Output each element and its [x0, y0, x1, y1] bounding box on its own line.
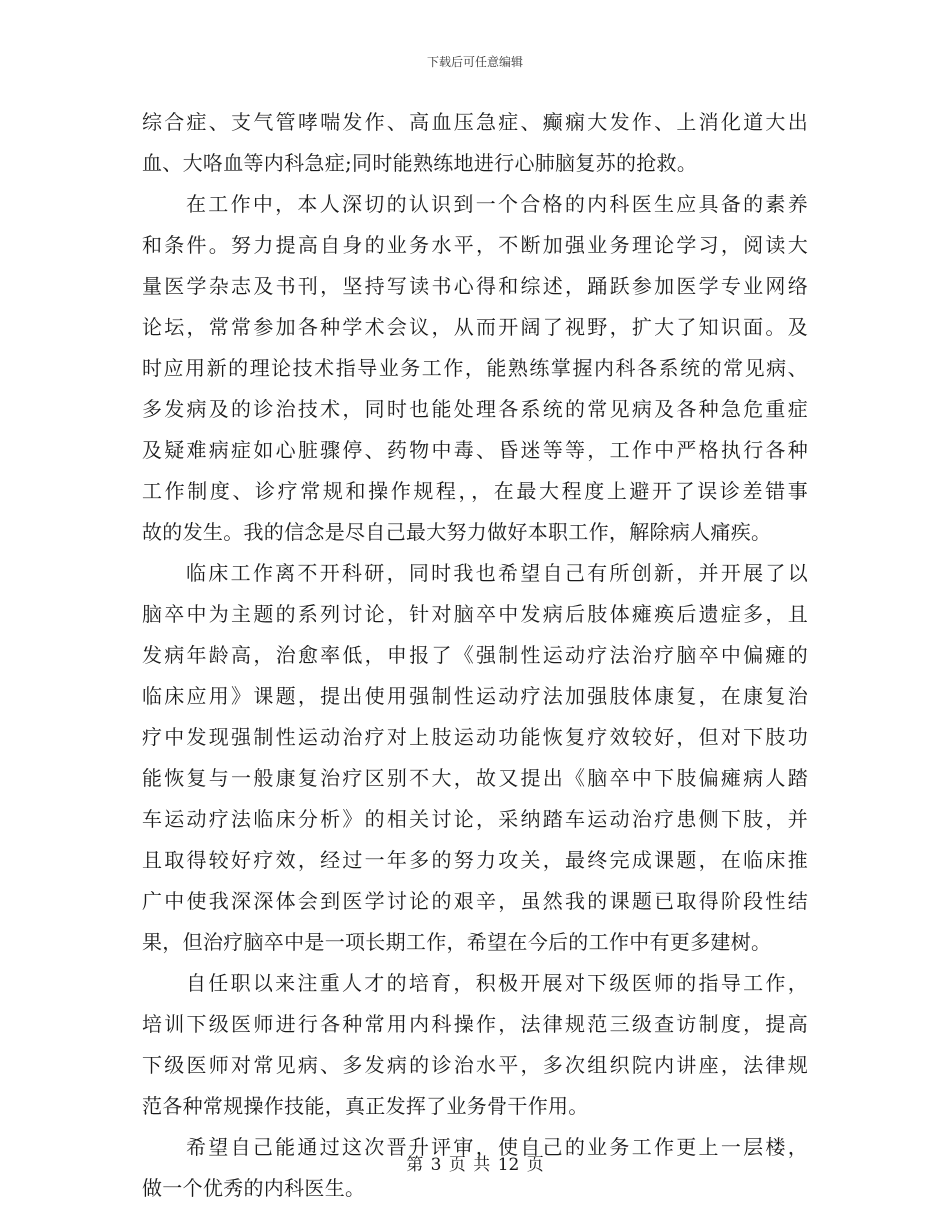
text-line: 脑卒中为主题的系列讨论，针对脑卒中发病后肢体瘫痪后遗症多，且	[142, 602, 808, 626]
text-line: 培训下级医师进行各种常用内科操作，法律规范三级查访制度，提高	[142, 1012, 808, 1036]
page-header: 下载后可任意编辑	[426, 55, 523, 69]
text-line: 且取得较好疗效，经过一年多的努力攻关，最终完成课题，在临床推	[142, 848, 808, 872]
text-line: 时应用新的理论技术指导业务工作，能熟练掌握内科各系统的常见病、	[142, 356, 808, 380]
text-line: 希望自己能通过这次晋升评审，使自己的业务工作更上一层楼，	[186, 1135, 808, 1159]
text-line: 范各种常规操作技能，真正发挥了业务骨干作用。	[142, 1094, 589, 1118]
text-line: 疗中发现强制性运动治疗对上肢运动功能恢复疗效较好，但对下肢功	[142, 725, 808, 749]
text-line: 和条件。努力提高自身的业务水平，不断加强业务理论学习，阅读大	[142, 233, 808, 257]
text-line: 发病年龄高，治愈率低，申报了《强制性运动疗法治疗脑卒中偏瘫的	[142, 643, 808, 667]
text-line: 临床工作离不开科研，同时我也希望自己有所创新，并开展了以	[186, 561, 808, 585]
text-line: 自任职以来注重人才的培育，积极开展对下级医师的指导工作，	[186, 971, 808, 995]
text-line: 车运动疗法临床分析》的相关讨论，采纳踏车运动治疗患侧下肢，并	[142, 807, 808, 831]
text-line: 血、大咯血等内科急症;同时能熟练地进行心肺脑复苏的抢救。	[142, 151, 698, 175]
text-line: 能恢复与一般康复治疗区别不大，故又提出《脑卒中下肢偏瘫病人踏	[142, 766, 808, 790]
text-line: 临床应用》课题，提出使用强制性运动疗法加强肢体康复，在康复治	[142, 684, 808, 708]
text-line: 故的发生。我的信念是尽自己最大努力做好本职工作，解除病人痛疾。	[142, 520, 772, 544]
text-line: 广中使我深深体会到医学讨论的艰辛，虽然我的课题已取得阶段性结	[142, 889, 808, 913]
text-line: 量医学杂志及书刊，坚持写读书心得和综述，踊跃参加医学专业网络	[142, 274, 808, 298]
text-line: 论坛，常常参加各种学术会议，从而开阔了视野，扩大了知识面。及	[142, 315, 808, 339]
document-body	[142, 102, 808, 1209]
text-line: 及疑难病症如心脏骤停、药物中毒、昏迷等等，工作中严格执行各种	[142, 438, 808, 462]
text-line: 在工作中，本人深切的认识到一个合格的内科医生应具备的素养	[186, 192, 808, 216]
text-line: 果，但治疗脑卒中是一项长期工作，希望在今后的工作中有更多建树。	[142, 930, 772, 954]
text-line: 下级医师对常见病、多发病的诊治水平，多次组织院内讲座，法律规	[142, 1053, 808, 1077]
text-line: 工作制度、诊疗常规和操作规程，，在最大程度上避开了误诊差错事	[142, 479, 808, 503]
text-line: 做一个优秀的内科医生。	[142, 1176, 366, 1200]
page-number-footer: 第 3 页 共 12 页	[406, 1155, 544, 1175]
text-line: 多发病及的诊治技术，同时也能处理各系统的常见病及各种急危重症	[142, 397, 808, 421]
text-line: 综合症、支气管哮喘发作、高血压急症、癫痫大发作、上消化道大出	[142, 110, 808, 134]
